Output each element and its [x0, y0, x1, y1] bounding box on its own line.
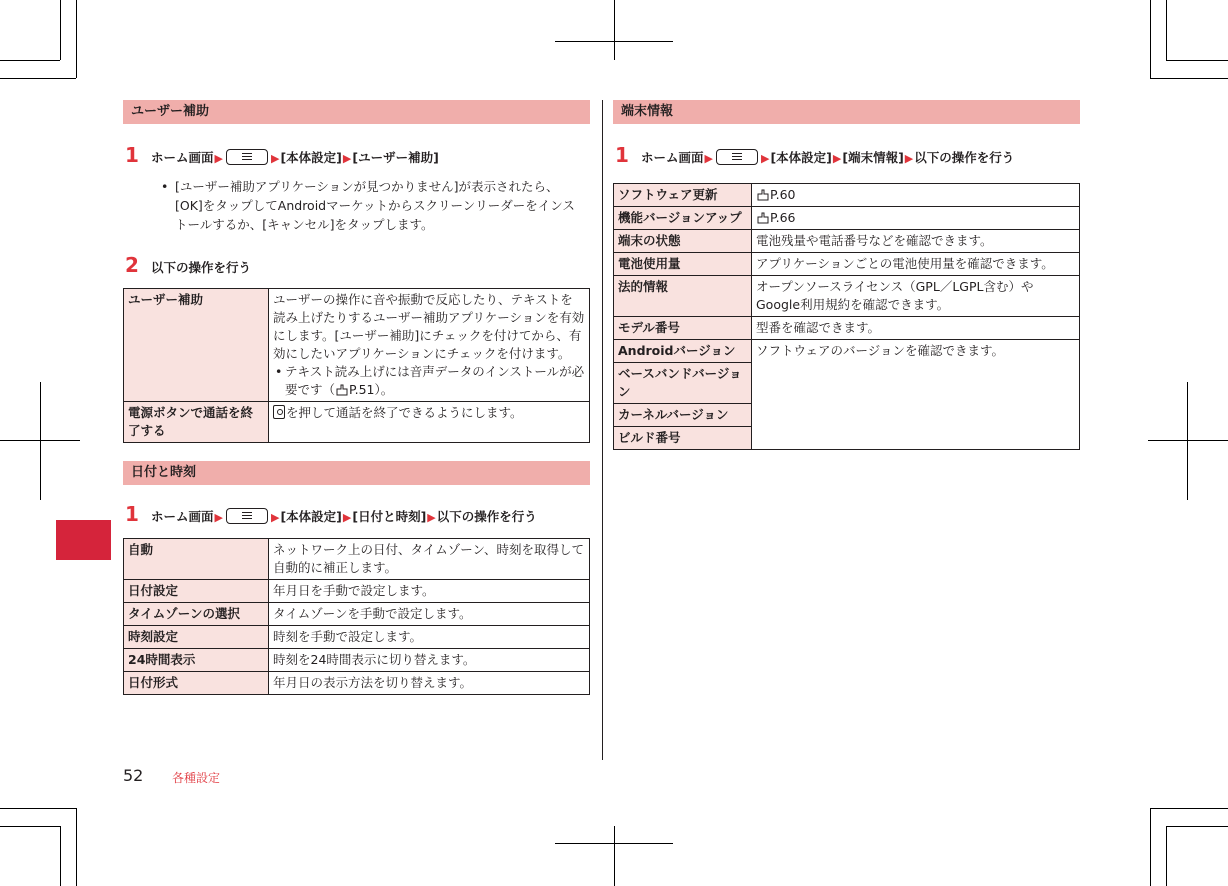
row-key: 端末の状態 — [614, 230, 752, 253]
crop-mark — [0, 808, 76, 809]
section-heading-datetime: 日付と時刻 — [123, 461, 590, 485]
datetime-table — [123, 538, 590, 695]
left-column — [123, 100, 590, 695]
row-value: 時刻を手動で設定します。 — [269, 626, 590, 649]
step-number: 1 — [615, 143, 629, 167]
crop-mark — [1150, 0, 1151, 78]
row-key: 時刻設定 — [124, 626, 269, 649]
device-info-table — [613, 183, 1080, 450]
arrow-icon: ▶ — [832, 152, 842, 165]
menu-key-icon — [226, 149, 268, 165]
crop-mark — [1166, 0, 1167, 60]
row-value: 電池残量や電話番号などを確認できます。 — [752, 230, 1080, 253]
crop-mark — [1166, 826, 1228, 827]
crop-mark — [1150, 78, 1228, 79]
arrow-icon: ▶ — [214, 511, 223, 524]
row-key: 自動 — [124, 539, 269, 580]
crop-mark — [614, 0, 615, 60]
section-heading-device-info: 端末情報 — [613, 100, 1080, 124]
step-number: 1 — [125, 143, 139, 167]
row-key: 機能バージョンアップ — [614, 207, 752, 230]
table-row — [124, 603, 590, 626]
step-1-device-info: 1 ホーム画面▶ ▶[本体設定]▶[端末情報]▶以下の操作を行う — [615, 143, 1015, 167]
row-value: アプリケーションごとの電池使用量を確認できます。 — [752, 253, 1080, 276]
crop-mark — [1150, 808, 1228, 809]
user-assist-table — [123, 288, 590, 443]
menu-key-icon — [226, 508, 268, 524]
step-number: 2 — [125, 253, 139, 277]
table-row — [124, 626, 590, 649]
arrow-icon: ▶ — [342, 511, 352, 524]
crop-mark — [60, 0, 61, 60]
step-2-user-assist: 2 以下の操作を行う — [125, 253, 252, 277]
step-1-datetime: 1 ホーム画面▶ ▶[本体設定]▶[日付と時刻]▶以下の操作を行う — [125, 502, 537, 526]
crop-mark — [0, 826, 60, 827]
table-row — [614, 184, 1080, 207]
table-row — [124, 539, 590, 580]
table-row — [124, 580, 590, 603]
step-number: 1 — [125, 502, 139, 526]
crop-mark — [614, 826, 615, 886]
arrow-icon: ▶ — [427, 511, 436, 524]
arrow-icon: ▶ — [704, 152, 713, 165]
menu-key-icon — [716, 149, 758, 165]
row-key: 日付設定 — [124, 580, 269, 603]
section-heading-user-assist: ユーザー補助 — [123, 100, 590, 124]
crop-mark — [1166, 60, 1228, 61]
table-row — [614, 340, 1080, 363]
crop-mark — [1148, 440, 1228, 441]
row-key: モデル番号 — [614, 317, 752, 340]
page-ref-icon — [335, 384, 349, 396]
crop-mark — [1166, 826, 1167, 886]
table-row — [124, 672, 590, 695]
table-row — [124, 402, 590, 443]
row-key: カーネルバージョン — [614, 404, 752, 427]
arrow-icon: ▶ — [760, 152, 770, 165]
section-tab-marker — [56, 520, 111, 560]
right-column — [613, 100, 1080, 450]
arrow-icon: ▶ — [270, 152, 280, 165]
row-value: オープンソースライセンス（GPL／LGPL含む）やGoogle利用規約を確認できます。 — [752, 276, 1080, 317]
sub-bullet: • テキスト読み上げには音声データのインストールが必要です（ P.51）。 — [273, 363, 585, 399]
note-bullet: • [ユーザー補助アプリケーションが見つかりません]が表示されたら、[OK]をタップしてAndroidマーケットからスクリーンリーダーをインストールするか、[キャンセル]をタップします。 — [123, 177, 590, 234]
row-key: ソフトウェア更新 — [614, 184, 752, 207]
power-key-icon — [273, 405, 285, 419]
crop-mark — [1187, 382, 1188, 500]
arrow-icon: ▶ — [214, 152, 223, 165]
row-key: 24時間表示 — [124, 649, 269, 672]
table-row — [614, 230, 1080, 253]
row-key: ユーザー補助 — [124, 289, 269, 402]
table-row — [124, 289, 590, 402]
table-row — [124, 649, 590, 672]
crop-mark — [40, 382, 41, 500]
table-row — [614, 276, 1080, 317]
row-key: 電源ボタンで通話を終了する — [124, 402, 269, 443]
arrow-icon: ▶ — [342, 152, 352, 165]
row-key: タイムゾーンの選択 — [124, 603, 269, 626]
table-row — [614, 207, 1080, 230]
row-value: ネットワーク上の日付、タイムゾーン、時刻を取得して自動的に補正します。 — [269, 539, 590, 580]
section-title: 各種設定 — [172, 771, 221, 785]
row-key: 法的情報 — [614, 276, 752, 317]
row-key: 電池使用量 — [614, 253, 752, 276]
row-key: Androidバージョン — [614, 340, 752, 363]
table-row — [614, 317, 1080, 340]
row-key: 日付形式 — [124, 672, 269, 695]
row-value: を押して通話を終了できるようにします。 — [269, 402, 590, 443]
arrow-icon: ▶ — [270, 511, 280, 524]
row-value: 年月日の表示方法を切り替えます。 — [269, 672, 590, 695]
row-value: タイムゾーンを手動で設定します。 — [269, 603, 590, 626]
crop-mark — [0, 78, 76, 79]
crop-mark — [1150, 808, 1151, 886]
table-row — [614, 253, 1080, 276]
crop-mark — [76, 0, 77, 78]
crop-mark — [60, 826, 61, 886]
row-value: 年月日を手動で設定します。 — [269, 580, 590, 603]
step-1-user-assist: 1 ホーム画面▶ ▶[本体設定]▶[ユーザー補助] — [125, 143, 439, 167]
row-value: P.66 — [752, 207, 1080, 230]
row-value: 時刻を24時間表示に切り替えます。 — [269, 649, 590, 672]
row-key: ベースバンドバージョン — [614, 363, 752, 404]
crop-mark — [0, 60, 60, 61]
page-number: 52 — [123, 766, 144, 785]
crop-mark — [76, 808, 77, 886]
row-key: ビルド番号 — [614, 427, 752, 450]
row-value: 型番を確認できます。 — [752, 317, 1080, 340]
column-divider — [602, 100, 603, 760]
arrow-icon: ▶ — [904, 152, 914, 165]
row-value: P.60 — [752, 184, 1080, 207]
page-ref-icon — [756, 212, 770, 224]
page-ref-icon — [756, 189, 770, 201]
row-value: ユーザーの操作に音や振動で反応したり、テキストを読み上げたりするユーザー補助アプリケーションを有効にします。[ユーザー補助]にチェックを付けてから、有効にしたいアプリケーションにチェックを付けます。 • テキスト読み上げには音声データのインストールが必要です（ P.51）。 — [269, 289, 590, 402]
row-value: ソフトウェアのバージョンを確認できます。 — [752, 340, 1080, 450]
